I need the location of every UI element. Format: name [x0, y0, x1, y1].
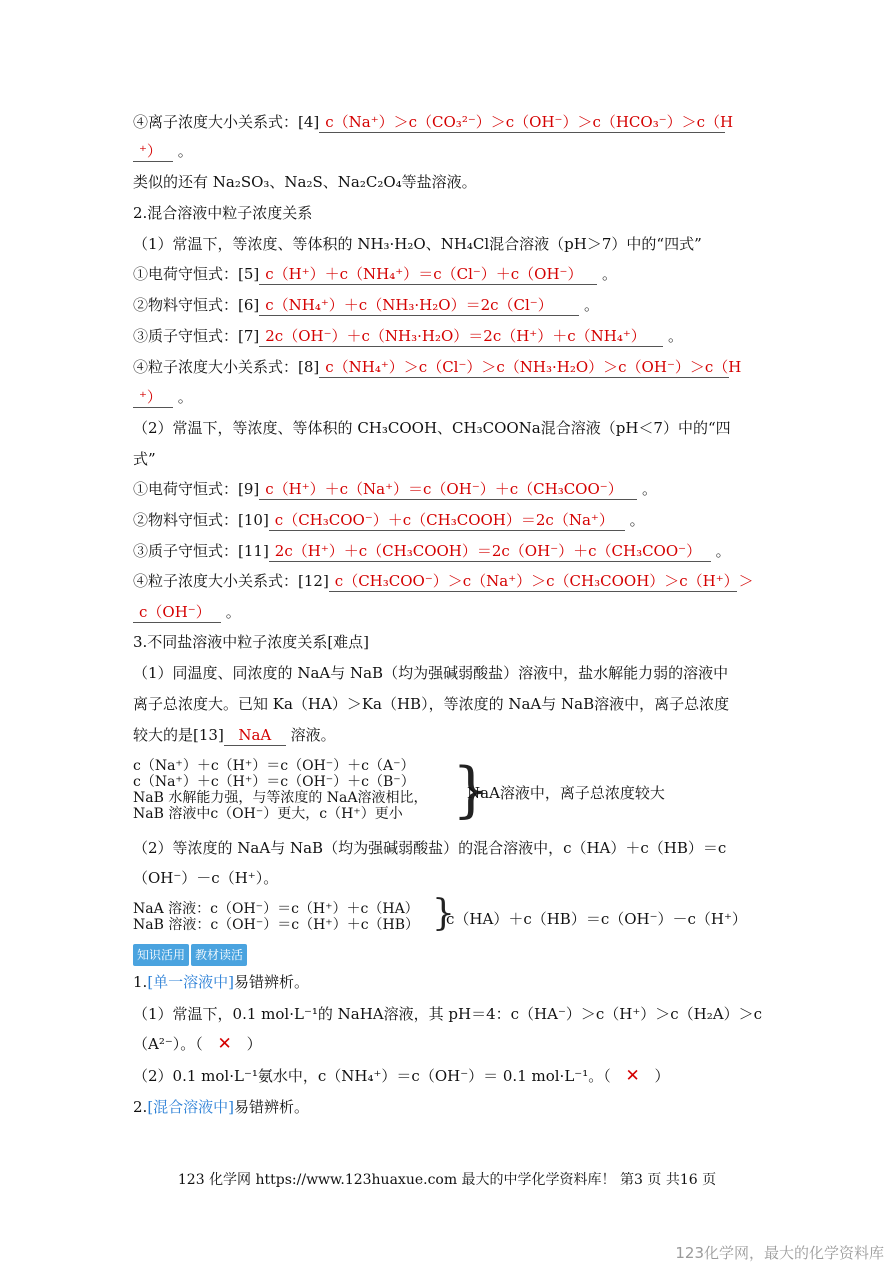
watermark: 123化学网，最大的化学资料库 — [675, 1244, 884, 1262]
sec2-1-order-cont: ⁺） 。 — [133, 387, 193, 408]
sec2-1-order: ④粒子浓度大小关系式：[8] c（NH₄⁺）＞c（Cl⁻）＞c（NH₃·H₂O）＞c（OH⁻）＞c（H — [133, 358, 742, 376]
sec2-2-order-cont: c（OH⁻） 。 — [133, 602, 241, 623]
tag-knowledge: 知识活用 — [133, 944, 189, 966]
question-1-1: （1）常温下，0.1 mol·L⁻¹的 NaHA溶液，其 pH＝4：c（HA⁻）＞c（H⁺）＞c（H₂A）＞c — [133, 1005, 762, 1023]
s1-line4-cont: ⁺） 。 — [133, 141, 193, 162]
tag-textbook: 教材读活 — [191, 944, 247, 966]
sec2-2-intro: （2）常温下，等浓度、等体积的 CH₃COOH、CH₃COONa混合溶液（pH＜7）中的“四 — [133, 419, 731, 437]
link-mixed-solution[interactable]: [混合溶液中] — [147, 1098, 235, 1116]
similar-text: 类似的还有 Na₂SO₃、Na₂S、Na₂C₂O₄等盐溶液。 — [133, 173, 477, 191]
sec3-1-brace-result: NaA溶液中，离子总浓度较大 — [467, 784, 665, 802]
sec3-2-brace-result: c（HA）＋c（HB）＝c（OH⁻）－c（H⁺） — [446, 910, 747, 928]
question-1-2: （2）0.1 mol·L⁻¹氨水中，c（NH₄⁺）＝c（OH⁻）＝ 0.1 mol·L⁻¹。（ ✕ ） — [133, 1066, 670, 1086]
sec2-2-intro-cont: 式” — [133, 450, 156, 468]
question-1-1-cont: （A²⁻）。（ ✕ ） — [133, 1034, 262, 1054]
section2-title: 2.混合溶液中粒子浓度关系 — [133, 204, 313, 222]
sec3-1-line1: （1）同温度、同浓度的 NaA与 NaB（均为强碱弱酸盐）溶液中，盐水解能力弱的溶液中 — [133, 664, 729, 682]
tag-row — [133, 944, 249, 966]
sec3-1-line3: 较大的是[13] NaA 溶液。 — [133, 726, 336, 744]
s1-line4: ④离子浓度大小关系式：[4] c（Na⁺）＞c（CO₃²⁻）＞c（OH⁻）＞c（HCO₃⁻）＞c（H — [133, 113, 734, 131]
question-2: 2.[混合溶液中]易错辨析。 — [133, 1098, 310, 1116]
sec2-2-charge: ①电荷守恒式：[9] c（H⁺）＋c（Na⁺）＝c（OH⁻）＋c（CH₃COO⁻） 。 — [133, 480, 658, 498]
sec2-1-proton: ③质子守恒式：[7] 2c（OH⁻）＋c（NH₃·H₂O）＝2c（H⁺）＋c（NH₄⁺） 。 — [133, 327, 684, 345]
sec2-2-material: ②物料守恒式：[10] c（CH₃COO⁻）＋c（CH₃COOH）＝2c（Na⁺） 。 — [133, 511, 645, 529]
sec2-2-order: ④粒子浓度大小关系式：[12] c（CH₃COO⁻）＞c（Na⁺）＞c（CH₃COOH）＞c（H⁺）＞ — [133, 572, 754, 590]
sec3-2-line2: （OH⁻）－c（H⁺）。 — [133, 869, 279, 887]
answer-4: c（Na⁺）＞c（CO₃²⁻）＞c（OH⁻）＞c（HCO₃⁻）＞c（H — [319, 112, 725, 133]
sec3-1-line2: 离子总浓度大。已知 Ka（HA）＞Ka（HB），等浓度的 NaA与 NaB溶液中，离子总浓度 — [133, 695, 730, 713]
sec2-2-proton: ③质子守恒式：[11] 2c（H⁺）＋c（CH₃COOH）＝2c（OH⁻）＋c（CH₃COO⁻） 。 — [133, 542, 731, 560]
sec3-2-brace-lines: NaA 溶液：c（OH⁻）＝c（H⁺）＋c（HA） NaB 溶液：c（OH⁻）＝c（H⁺）＋c（HB） — [133, 901, 420, 933]
cross-icon-2: ✕ — [625, 1066, 640, 1086]
sec2-1-material: ②物料守恒式：[6] c（NH₄⁺）＋c（NH₃·H₂O）＝2c（Cl⁻） 。 — [133, 296, 600, 314]
question-1: 1.[单一溶液中]易错辨析。 — [133, 973, 310, 991]
sec3-2-line1: （2）等浓度的 NaA与 NaB（均为强碱弱酸盐）的混合溶液中，c（HA）＋c（HB）＝c — [133, 839, 727, 857]
link-single-solution[interactable]: [单一溶液中] — [147, 973, 235, 991]
page-footer: 123 化学网 https://www.123huaxue.com 最大的中学化学资料库！ 第3 页 共16 页 — [177, 1172, 717, 1188]
brace-icon: } — [452, 755, 491, 825]
sec2-1-charge: ①电荷守恒式：[5] c（H⁺）＋c（NH₄⁺）＝c（Cl⁻）＋c（OH⁻） 。 — [133, 265, 618, 283]
sec2-1-intro: （1）常温下，等浓度、等体积的 NH₃·H₂O、NH₄Cl混合溶液（pH＞7）中的“四式” — [133, 235, 702, 253]
cross-icon: ✕ — [217, 1034, 232, 1054]
sec3-1-brace-lines: c（Na⁺）＋c（H⁺）＝c（OH⁻）＋c（A⁻） c（Na⁺）＋c（H⁺）＝c（OH⁻）＋c（B⁻） NaB 水解能力强，与等浓度的 NaA溶液相比， NaB 溶液中c（OH⁻）更大，c（H⁺）更小 — [133, 758, 428, 822]
brace-icon-2: } — [432, 893, 455, 934]
section3-title: 3.不同盐溶液中粒子浓度关系[难点] — [133, 633, 370, 651]
